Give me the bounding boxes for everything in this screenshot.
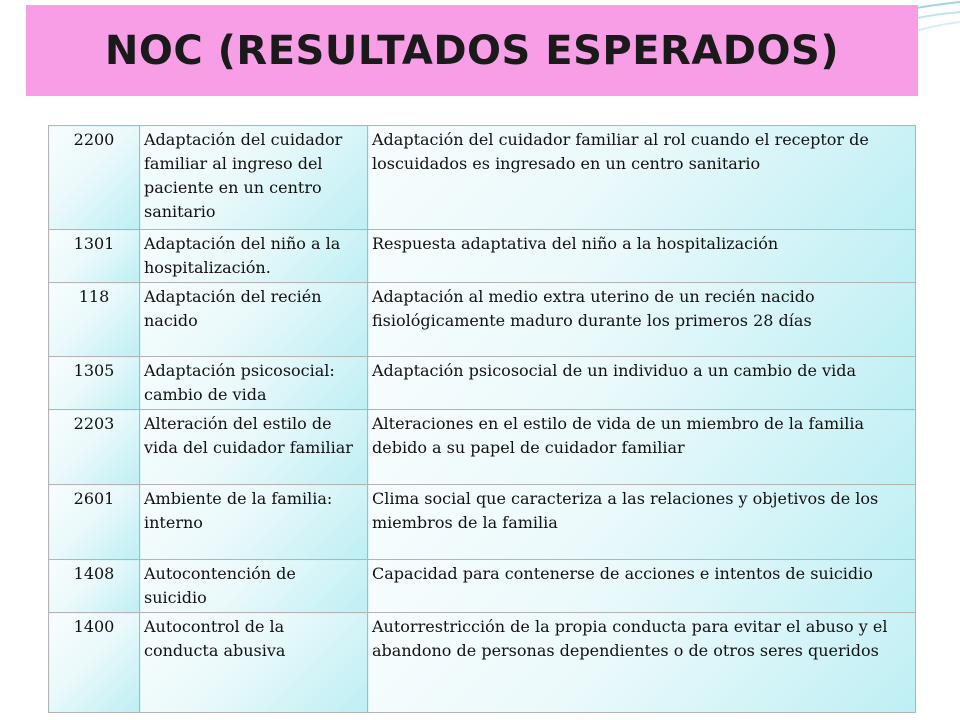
table-row bbox=[49, 230, 916, 283]
noc-table bbox=[48, 125, 916, 713]
code-cell: 1301 bbox=[49, 230, 140, 283]
outcome-name-cell: Autocontrol de la conducta abusiva bbox=[140, 613, 368, 713]
definition-cell: Alteraciones en el estilo de vida de un miembro de la familia debido a su papel de cuidador familiar bbox=[368, 410, 916, 485]
table-row bbox=[49, 560, 916, 613]
code-cell: 1400 bbox=[49, 613, 140, 713]
outcome-name-cell: Alteración del estilo de vida del cuidador familiar bbox=[140, 410, 368, 485]
table-row bbox=[49, 410, 916, 485]
table-row bbox=[49, 126, 916, 230]
definition-cell: Adaptación del cuidador familiar al rol cuando el receptor de loscuidados es ingresado en un centro sanitario bbox=[368, 126, 916, 230]
table-row bbox=[49, 283, 916, 357]
code-cell: 1305 bbox=[49, 357, 140, 410]
definition-cell: Autorrestricción de la propia conducta para evitar el abuso y el abandono de personas dependientes o de otros seres queridos bbox=[368, 613, 916, 713]
outcome-name-cell: Adaptación psicosocial: cambio de vida bbox=[140, 357, 368, 410]
outcome-name-cell: Autocontención de suicidio bbox=[140, 560, 368, 613]
table-row bbox=[49, 613, 916, 713]
page-title: NOC (RESULTADOS ESPERADOS) bbox=[104, 27, 840, 74]
definition-cell: Adaptación al medio extra uterino de un recién nacido fisiológicamente maduro durante los primeros 28 días bbox=[368, 283, 916, 357]
table-row bbox=[49, 357, 916, 410]
definition-cell: Adaptación psicosocial de un individuo a un cambio de vida bbox=[368, 357, 916, 410]
title-banner bbox=[26, 5, 918, 96]
code-cell: 2200 bbox=[49, 126, 140, 230]
outcome-name-cell: Adaptación del recién nacido bbox=[140, 283, 368, 357]
code-cell: 2601 bbox=[49, 485, 140, 560]
definition-cell: Clima social que caracteriza a las relaciones y objetivos de los miembros de la familia bbox=[368, 485, 916, 560]
code-cell: 1408 bbox=[49, 560, 140, 613]
outcome-name-cell: Adaptación del cuidador familiar al ingreso del paciente en un centro sanitario bbox=[140, 126, 368, 230]
code-cell: 2203 bbox=[49, 410, 140, 485]
definition-cell: Respuesta adaptativa del niño a la hospitalización bbox=[368, 230, 916, 283]
outcome-name-cell: Adaptación del niño a la hospitalización. bbox=[140, 230, 368, 283]
definition-cell: Capacidad para contenerse de acciones e intentos de suicidio bbox=[368, 560, 916, 613]
outcome-name-cell: Ambiente de la familia: interno bbox=[140, 485, 368, 560]
table-row bbox=[49, 485, 916, 560]
code-cell: 118 bbox=[49, 283, 140, 357]
